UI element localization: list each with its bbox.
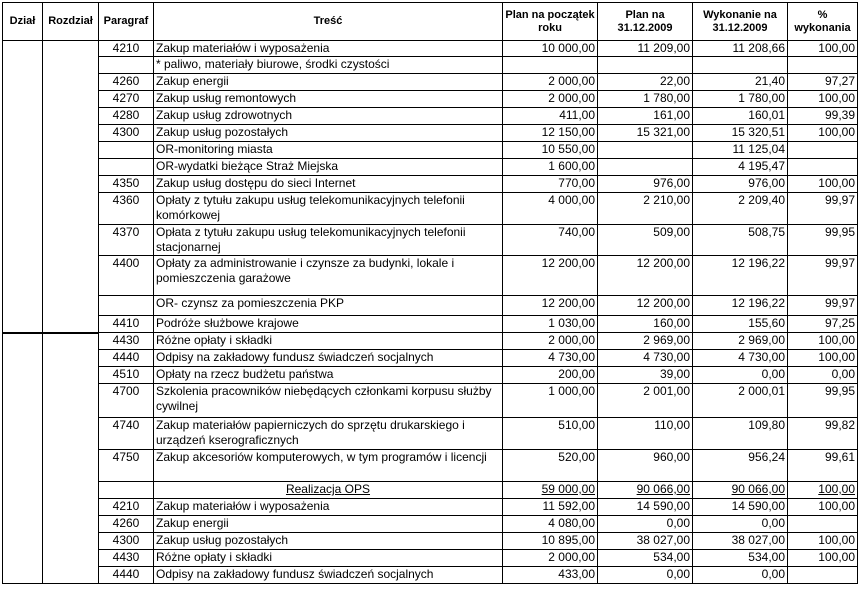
- cell-wykonanie: 508,75: [693, 225, 788, 256]
- table-row: [3, 91, 858, 108]
- cell-dzial: [3, 367, 43, 384]
- cell-wykonanie: 2 969,00: [693, 333, 788, 350]
- cell-plan-31-12: 12 200,00: [598, 256, 693, 296]
- cell-rozdzial: [43, 367, 99, 384]
- cell-tresc: Zakup usług pozostałych: [154, 533, 503, 550]
- cell-plan-poczatek: 59 000,00: [503, 482, 598, 499]
- cell-procent: 99,95: [788, 384, 858, 418]
- cell-dzial: [3, 176, 43, 193]
- cell-plan-poczatek: 2 000,00: [503, 91, 598, 108]
- cell-wykonanie: 534,00: [693, 550, 788, 567]
- cell-wykonanie: 21,40: [693, 74, 788, 91]
- cell-plan-poczatek: 12 200,00: [503, 256, 598, 296]
- table-row: [3, 256, 858, 296]
- cell-tresc: OR- czynsz za pomieszczenia PKP: [154, 296, 503, 316]
- cell-paragraf: 4260: [99, 516, 154, 533]
- cell-tresc: Zakup akcesoriów komputerowych, w tym programów i licencji: [154, 450, 503, 482]
- table-row: [3, 533, 858, 550]
- cell-plan-31-12: 160,00: [598, 316, 693, 333]
- cell-procent: 100,00: [788, 350, 858, 367]
- cell-wykonanie: [693, 57, 788, 74]
- col-header-plan-31-12: Plan na 31.12.2009: [598, 3, 693, 41]
- cell-dzial: [3, 256, 43, 296]
- cell-tresc: Zakup materiałów i wyposażenia: [154, 41, 503, 57]
- cell-rozdzial: [43, 176, 99, 193]
- cell-tresc: Opłata z tytułu zakupu usług telekomunikacyjnych telefonii stacjonarnej: [154, 225, 503, 256]
- cell-wykonanie: 14 590,00: [693, 499, 788, 516]
- cell-plan-31-12: 960,00: [598, 450, 693, 482]
- cell-wykonanie: 11 208,66: [693, 41, 788, 57]
- table-row: [3, 418, 858, 450]
- cell-paragraf: [99, 482, 154, 499]
- cell-rozdzial: [43, 499, 99, 516]
- cell-tresc: Zakup materiałów i wyposażenia: [154, 499, 503, 516]
- header-row: [3, 3, 858, 41]
- cell-paragraf: 4300: [99, 533, 154, 550]
- cell-dzial: [3, 516, 43, 533]
- col-header-plan-poczatek: Plan na początek roku: [503, 3, 598, 41]
- cell-dzial: [3, 225, 43, 256]
- cell-wykonanie: 155,60: [693, 316, 788, 333]
- cell-plan-31-12: [598, 142, 693, 159]
- table-row: [3, 74, 858, 91]
- table-row: [3, 225, 858, 256]
- cell-plan-poczatek: 433,00: [503, 567, 598, 584]
- cell-wykonanie: 0,00: [693, 516, 788, 533]
- cell-plan-31-12: 0,00: [598, 516, 693, 533]
- cell-paragraf: [99, 57, 154, 74]
- cell-paragraf: 4210: [99, 41, 154, 57]
- cell-paragraf: 4210: [99, 499, 154, 516]
- cell-plan-31-12: [598, 57, 693, 74]
- col-header-paragraf: Paragraf: [99, 3, 154, 41]
- cell-plan-31-12: 2 001,00: [598, 384, 693, 418]
- table-row: [3, 499, 858, 516]
- cell-plan-poczatek: 12 200,00: [503, 296, 598, 316]
- cell-plan-31-12: 2 210,00: [598, 193, 693, 225]
- table-row: [3, 176, 858, 193]
- cell-rozdzial: [43, 333, 99, 350]
- cell-plan-poczatek: 10 000,00: [503, 41, 598, 57]
- cell-plan-poczatek: 1 600,00: [503, 159, 598, 176]
- cell-wykonanie: 0,00: [693, 367, 788, 384]
- cell-dzial: [3, 567, 43, 584]
- cell-dzial: [3, 142, 43, 159]
- cell-rozdzial: [43, 418, 99, 450]
- cell-tresc: Odpisy na zakładowy fundusz świadczeń socjalnych: [154, 567, 503, 584]
- cell-plan-poczatek: 4 000,00: [503, 193, 598, 225]
- cell-rozdzial: [43, 384, 99, 418]
- cell-procent: 100,00: [788, 125, 858, 142]
- table-row: [3, 316, 858, 333]
- cell-dzial: [3, 296, 43, 316]
- cell-dzial: [3, 74, 43, 91]
- cell-procent: [788, 57, 858, 74]
- cell-plan-31-12: 15 321,00: [598, 125, 693, 142]
- cell-procent: [788, 159, 858, 176]
- cell-tresc: Opłaty za administrowanie i czynsze za budynki, lokale i pomieszczenia garażowe: [154, 256, 503, 296]
- cell-plan-31-12: 14 590,00: [598, 499, 693, 516]
- table-row: [3, 57, 858, 74]
- cell-rozdzial: [43, 225, 99, 256]
- cell-rozdzial: [43, 57, 99, 74]
- cell-plan-31-12: 110,00: [598, 418, 693, 450]
- cell-tresc: OR-monitoring miasta: [154, 142, 503, 159]
- cell-dzial: [3, 316, 43, 333]
- cell-procent: 99,61: [788, 450, 858, 482]
- cell-procent: 100,00: [788, 91, 858, 108]
- cell-rozdzial: [43, 256, 99, 296]
- cell-plan-poczatek: 10 550,00: [503, 142, 598, 159]
- cell-tresc: Zakup usług pozostałych: [154, 125, 503, 142]
- cell-paragraf: 4430: [99, 333, 154, 350]
- cell-paragraf: 4750: [99, 450, 154, 482]
- table-row: [3, 567, 858, 584]
- cell-wykonanie: 4 195,47: [693, 159, 788, 176]
- cell-procent: 100,00: [788, 533, 858, 550]
- cell-rozdzial: [43, 516, 99, 533]
- cell-plan-poczatek: 1 000,00: [503, 384, 598, 418]
- cell-plan-31-12: [598, 159, 693, 176]
- cell-plan-31-12: 39,00: [598, 367, 693, 384]
- cell-plan-poczatek: 2 000,00: [503, 550, 598, 567]
- budget-table: [2, 2, 858, 584]
- cell-paragraf: 4370: [99, 225, 154, 256]
- cell-dzial: [3, 384, 43, 418]
- cell-procent: 99,97: [788, 193, 858, 225]
- cell-rozdzial: [43, 108, 99, 125]
- cell-rozdzial: [43, 550, 99, 567]
- table-row: [3, 125, 858, 142]
- cell-tresc: Zakup energii: [154, 74, 503, 91]
- cell-dzial: [3, 57, 43, 74]
- cell-rozdzial: [43, 482, 99, 499]
- cell-procent: 99,97: [788, 256, 858, 296]
- cell-rozdzial: [43, 350, 99, 367]
- cell-tresc: Zakup materiałów papierniczych do sprzętu drukarskiego i urządzeń kserograficznych: [154, 418, 503, 450]
- cell-dzial: [3, 108, 43, 125]
- cell-wykonanie: 15 320,51: [693, 125, 788, 142]
- cell-dzial: [3, 91, 43, 108]
- cell-plan-poczatek: 12 150,00: [503, 125, 598, 142]
- cell-tresc: Zakup usług zdrowotnych: [154, 108, 503, 125]
- cell-paragraf: 4430: [99, 550, 154, 567]
- cell-dzial: [3, 159, 43, 176]
- cell-wykonanie: 12 196,22: [693, 256, 788, 296]
- cell-plan-31-12: 534,00: [598, 550, 693, 567]
- table-row: [3, 550, 858, 567]
- cell-rozdzial: [43, 450, 99, 482]
- cell-wykonanie: 976,00: [693, 176, 788, 193]
- cell-procent: 99,95: [788, 225, 858, 256]
- cell-wykonanie: 109,80: [693, 418, 788, 450]
- cell-procent: [788, 142, 858, 159]
- cell-procent: 100,00: [788, 550, 858, 567]
- cell-dzial: [3, 499, 43, 516]
- cell-plan-poczatek: 411,00: [503, 108, 598, 125]
- cell-procent: 100,00: [788, 482, 858, 499]
- cell-tresc: [154, 482, 503, 499]
- cell-wykonanie: 160,01: [693, 108, 788, 125]
- cell-plan-31-12: 4 730,00: [598, 350, 693, 367]
- cell-tresc: Podróże służbowe krajowe: [154, 316, 503, 333]
- col-header-wykonanie: Wykonanie na 31.12.2009: [693, 3, 788, 41]
- table-row: [3, 367, 858, 384]
- cell-rozdzial: [43, 91, 99, 108]
- cell-plan-31-12: 976,00: [598, 176, 693, 193]
- cell-wykonanie: 4 730,00: [693, 350, 788, 367]
- table-body: [3, 41, 858, 584]
- cell-tresc: Opłaty na rzecz budżetu państwa: [154, 367, 503, 384]
- cell-procent: 100,00: [788, 41, 858, 57]
- cell-plan-poczatek: [503, 57, 598, 74]
- cell-dzial: [3, 482, 43, 499]
- cell-plan-31-12: 1 780,00: [598, 91, 693, 108]
- cell-rozdzial: [43, 533, 99, 550]
- cell-plan-poczatek: 510,00: [503, 418, 598, 450]
- cell-rozdzial: [43, 159, 99, 176]
- cell-rozdzial: [43, 316, 99, 333]
- col-header-procent: % wykonania: [788, 3, 858, 41]
- table-row: [3, 193, 858, 225]
- cell-procent: 100,00: [788, 333, 858, 350]
- cell-dzial: [3, 193, 43, 225]
- cell-plan-poczatek: 200,00: [503, 367, 598, 384]
- cell-procent: 97,27: [788, 74, 858, 91]
- cell-wykonanie: 956,24: [693, 450, 788, 482]
- cell-paragraf: 4440: [99, 350, 154, 367]
- cell-paragraf: 4300: [99, 125, 154, 142]
- cell-plan-31-12: 11 209,00: [598, 41, 693, 57]
- cell-rozdzial: [43, 41, 99, 57]
- table-row: [3, 296, 858, 316]
- cell-wykonanie: 90 066,00: [693, 482, 788, 499]
- cell-plan-poczatek: 11 592,00: [503, 499, 598, 516]
- cell-paragraf: 4360: [99, 193, 154, 225]
- summary-row: [3, 482, 858, 499]
- cell-plan-31-12: 90 066,00: [598, 482, 693, 499]
- cell-rozdzial: [43, 125, 99, 142]
- cell-dzial: [3, 41, 43, 57]
- cell-rozdzial: [43, 296, 99, 316]
- cell-dzial: [3, 333, 43, 350]
- cell-tresc: Zakup energii: [154, 516, 503, 533]
- cell-tresc: Odpisy na zakładowy fundusz świadczeń socjalnych: [154, 350, 503, 367]
- cell-dzial: [3, 350, 43, 367]
- cell-paragraf: 4350: [99, 176, 154, 193]
- table-row: [3, 516, 858, 533]
- cell-paragraf: [99, 296, 154, 316]
- cell-plan-31-12: 0,00: [598, 567, 693, 584]
- cell-procent: 99,39: [788, 108, 858, 125]
- cell-paragraf: [99, 159, 154, 176]
- cell-paragraf: 4440: [99, 567, 154, 584]
- cell-procent: 99,97: [788, 296, 858, 316]
- cell-procent: 100,00: [788, 176, 858, 193]
- cell-plan-31-12: 509,00: [598, 225, 693, 256]
- cell-dzial: [3, 450, 43, 482]
- cell-plan-poczatek: 740,00: [503, 225, 598, 256]
- cell-paragraf: 4740: [99, 418, 154, 450]
- cell-paragraf: 4270: [99, 91, 154, 108]
- cell-wykonanie: 0,00: [693, 567, 788, 584]
- cell-paragraf: [99, 142, 154, 159]
- cell-procent: 100,00: [788, 499, 858, 516]
- cell-wykonanie: 2 000,01: [693, 384, 788, 418]
- cell-tresc: Zakup usług remontowych: [154, 91, 503, 108]
- cell-rozdzial: [43, 74, 99, 91]
- cell-plan-poczatek: 2 000,00: [503, 333, 598, 350]
- cell-procent: [788, 516, 858, 533]
- table-row: [3, 159, 858, 176]
- cell-rozdzial: [43, 142, 99, 159]
- cell-paragraf: 4280: [99, 108, 154, 125]
- cell-dzial: [3, 418, 43, 450]
- cell-plan-31-12: 38 027,00: [598, 533, 693, 550]
- cell-wykonanie: 11 125,04: [693, 142, 788, 159]
- cell-plan-poczatek: 1 030,00: [503, 316, 598, 333]
- cell-plan-31-12: 22,00: [598, 74, 693, 91]
- table-row: [3, 333, 858, 350]
- cell-tresc: Zakup usług dostępu do sieci Internet: [154, 176, 503, 193]
- cell-plan-31-12: 161,00: [598, 108, 693, 125]
- cell-plan-poczatek: 770,00: [503, 176, 598, 193]
- table-row: [3, 350, 858, 367]
- cell-procent: 0,00: [788, 367, 858, 384]
- cell-tresc: * paliwo, materiały biurowe, środki czystości: [154, 57, 503, 74]
- cell-paragraf: 4260: [99, 74, 154, 91]
- cell-paragraf: 4410: [99, 316, 154, 333]
- cell-procent: [788, 567, 858, 584]
- cell-plan-poczatek: 4 730,00: [503, 350, 598, 367]
- summary-label: Realizacja OPS: [285, 482, 371, 496]
- cell-tresc: Różne opłaty i składki: [154, 550, 503, 567]
- cell-wykonanie: 2 209,40: [693, 193, 788, 225]
- cell-dzial: [3, 550, 43, 567]
- cell-rozdzial: [43, 193, 99, 225]
- cell-procent: 97,25: [788, 316, 858, 333]
- cell-plan-poczatek: 4 080,00: [503, 516, 598, 533]
- cell-paragraf: 4510: [99, 367, 154, 384]
- cell-tresc: Różne opłaty i składki: [154, 333, 503, 350]
- cell-plan-poczatek: 2 000,00: [503, 74, 598, 91]
- cell-plan-poczatek: 10 895,00: [503, 533, 598, 550]
- cell-wykonanie: 12 196,22: [693, 296, 788, 316]
- cell-plan-31-12: 2 969,00: [598, 333, 693, 350]
- cell-plan-31-12: 12 200,00: [598, 296, 693, 316]
- col-header-rozdzial: Rozdział: [43, 3, 99, 41]
- cell-paragraf: 4700: [99, 384, 154, 418]
- cell-tresc: Szkolenia pracowników niebędących członkami korpusu służby cywilnej: [154, 384, 503, 418]
- table-row: [3, 450, 858, 482]
- cell-tresc: Opłaty z tytułu zakupu usług telekomunikacyjnych telefonii komórkowej: [154, 193, 503, 225]
- table-row: [3, 384, 858, 418]
- col-header-dzial: Dział: [3, 3, 43, 41]
- cell-dzial: [3, 533, 43, 550]
- cell-procent: 99,82: [788, 418, 858, 450]
- col-header-tresc: Treść: [154, 3, 503, 41]
- cell-tresc: OR-wydatki bieżące Straż Miejska: [154, 159, 503, 176]
- table-row: [3, 108, 858, 125]
- cell-wykonanie: 38 027,00: [693, 533, 788, 550]
- table-row: [3, 142, 858, 159]
- cell-rozdzial: [43, 567, 99, 584]
- cell-plan-poczatek: 520,00: [503, 450, 598, 482]
- cell-wykonanie: 1 780,00: [693, 91, 788, 108]
- cell-dzial: [3, 125, 43, 142]
- table-row: [3, 41, 858, 57]
- cell-paragraf: 4400: [99, 256, 154, 296]
